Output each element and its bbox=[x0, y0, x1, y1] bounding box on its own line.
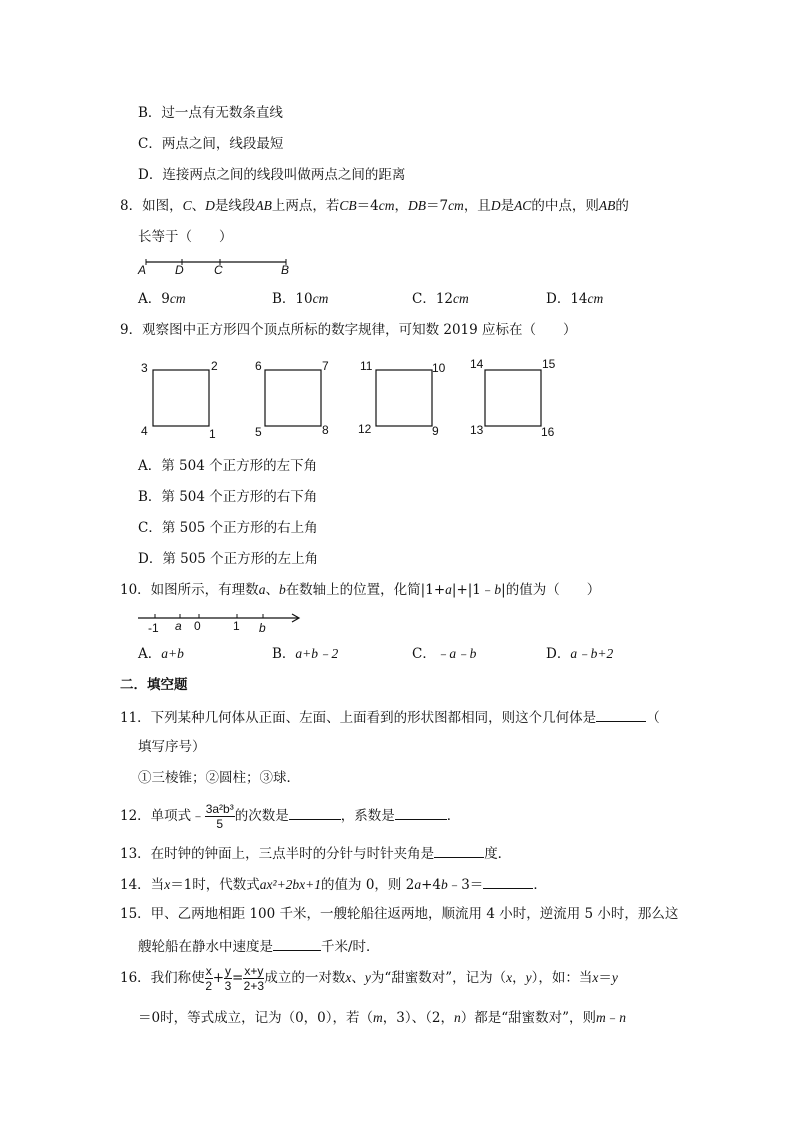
axis-label-neg1: -1 bbox=[148, 621, 159, 635]
q13-stem: 13．在时钟的钟面上，三点半时的分针与时针夹角是 度． bbox=[120, 843, 511, 863]
svg-text:10: 10 bbox=[432, 361, 446, 375]
q10-stem: 10．如图所示，有理数a、b在数轴上的位置，化简|1+a|+|1﹣b|的值为（ ） bbox=[120, 582, 601, 598]
q9-stem: 9．观察图中正方形四个顶点所标的数字规律，可知数 2019 应标在（ ） bbox=[120, 322, 577, 338]
q15-stem-line2: 艘轮船在静水中速度是 千米/时． bbox=[138, 936, 380, 956]
q12-fraction: $\frac{\text{3a²b³}}{5}$ bbox=[205, 802, 234, 831]
svg-text:1: 1 bbox=[209, 427, 216, 441]
q12-stem: 12．单项式﹣ $\frac{\text{3a²b³}}{5}$ 的次数是 ，系数是 ． bbox=[120, 802, 461, 831]
q15-answer-blank bbox=[273, 936, 321, 951]
svg-text:5: 5 bbox=[255, 425, 262, 439]
q11-answer-blank bbox=[596, 707, 646, 722]
q12-coefficient-blank bbox=[395, 805, 447, 820]
q8-stem-line2: 长等于（ ） bbox=[138, 229, 233, 245]
axis-label-b: b bbox=[259, 621, 266, 635]
q7-option-b: B．过一点有无数条直线 bbox=[138, 105, 283, 121]
square-4 bbox=[470, 357, 556, 439]
square-1 bbox=[141, 359, 218, 441]
svg-text:7: 7 bbox=[322, 359, 329, 373]
q11-choices: ①三棱锥；②圆柱；③球． bbox=[138, 770, 300, 786]
svg-text:2: 2 bbox=[211, 359, 218, 373]
q7-option-d: D．连接两点之间的线段叫做两点之间的距离 bbox=[138, 167, 406, 183]
q7-option-c: C．两点之间，线段最短 bbox=[138, 136, 284, 152]
svg-text:14: 14 bbox=[470, 357, 484, 371]
q9-option-d: D．第 505 个正方形的左上角 bbox=[138, 551, 319, 567]
q8-segment-figure bbox=[136, 255, 296, 277]
q11-stem: 11．下列某种几何体从正面、左面、上面看到的形状图都相同，则这个几何体是 （ bbox=[120, 707, 660, 727]
label-C: C bbox=[214, 263, 223, 277]
q10-option-b: B．a+b﹣2 bbox=[272, 646, 339, 662]
label-B: B bbox=[281, 263, 290, 277]
svg-text:3: 3 bbox=[141, 361, 148, 375]
axis-label-a: a bbox=[175, 619, 182, 633]
q11-stem-line2: 填写序号） bbox=[138, 739, 206, 755]
q13-answer-blank bbox=[434, 843, 484, 858]
q12-degree-blank bbox=[289, 805, 341, 820]
q9-option-c: C．第 505 个正方形的右上角 bbox=[138, 520, 318, 536]
svg-text:4: 4 bbox=[141, 424, 148, 438]
q15-stem: 15．甲、乙两地相距 100 千米，一艘轮船往返两地，顺流用 4 小时，逆流用 5 小时，那么这 bbox=[120, 906, 679, 922]
label-D: D bbox=[175, 263, 184, 277]
q8-stem: 8．如图，C、D是线段AB上两点，若CB＝4cm，DB＝7cm，且D是AC的中点，则AB的 bbox=[120, 198, 629, 214]
svg-text:9: 9 bbox=[432, 424, 439, 438]
q9-option-b: B．第 504 个正方形的右下角 bbox=[138, 489, 318, 505]
q16-stem: 16．我们称使 $\frac{x}{2}$ + $\frac{y}{3}$ = $\frac{x+y}{2+3}$ 成立的一对数x、y为“甜蜜数对”，记为（x，y），如：当x＝y bbox=[120, 964, 618, 993]
q9-option-a: A．第 504 个正方形的左下角 bbox=[138, 458, 318, 474]
q10-option-d: D．a﹣b+2 bbox=[546, 646, 614, 662]
svg-text:15: 15 bbox=[542, 357, 556, 371]
q8-option-c: C．12cm bbox=[412, 291, 469, 307]
square-3 bbox=[358, 359, 446, 438]
q14-answer-blank bbox=[483, 874, 533, 889]
q10-number-line bbox=[136, 610, 306, 634]
svg-text:12: 12 bbox=[358, 422, 372, 436]
svg-text:6: 6 bbox=[255, 359, 262, 373]
section-heading-fill-in: 二．填空题 bbox=[120, 677, 188, 693]
svg-text:16: 16 bbox=[541, 425, 555, 439]
q9-squares-figure bbox=[136, 355, 566, 445]
q8-option-b: B．10cm bbox=[272, 291, 329, 307]
square-2 bbox=[255, 359, 329, 439]
svg-text:13: 13 bbox=[470, 423, 484, 437]
q16-stem-line2: ＝0时，等式成立，记为（0，0），若（m，3）、（2，n）都是“甜蜜数对”，则m﹣n bbox=[138, 1010, 627, 1026]
q8-option-a: A．9cm bbox=[138, 291, 186, 307]
label-A: A bbox=[138, 263, 147, 277]
q14-stem: 14．当x＝1时，代数式ax²+2bx+1的值为 0，则 2a+4b﹣3＝ ． bbox=[120, 874, 547, 894]
svg-text:11: 11 bbox=[360, 359, 373, 373]
svg-text:8: 8 bbox=[322, 423, 329, 437]
axis-label-0: 0 bbox=[194, 619, 201, 633]
q10-option-c: C．﹣a﹣b bbox=[412, 646, 477, 662]
q10-option-a: A．a+b bbox=[138, 646, 184, 662]
axis-label-1: 1 bbox=[233, 619, 240, 633]
q8-option-d: D．14cm bbox=[546, 291, 604, 307]
